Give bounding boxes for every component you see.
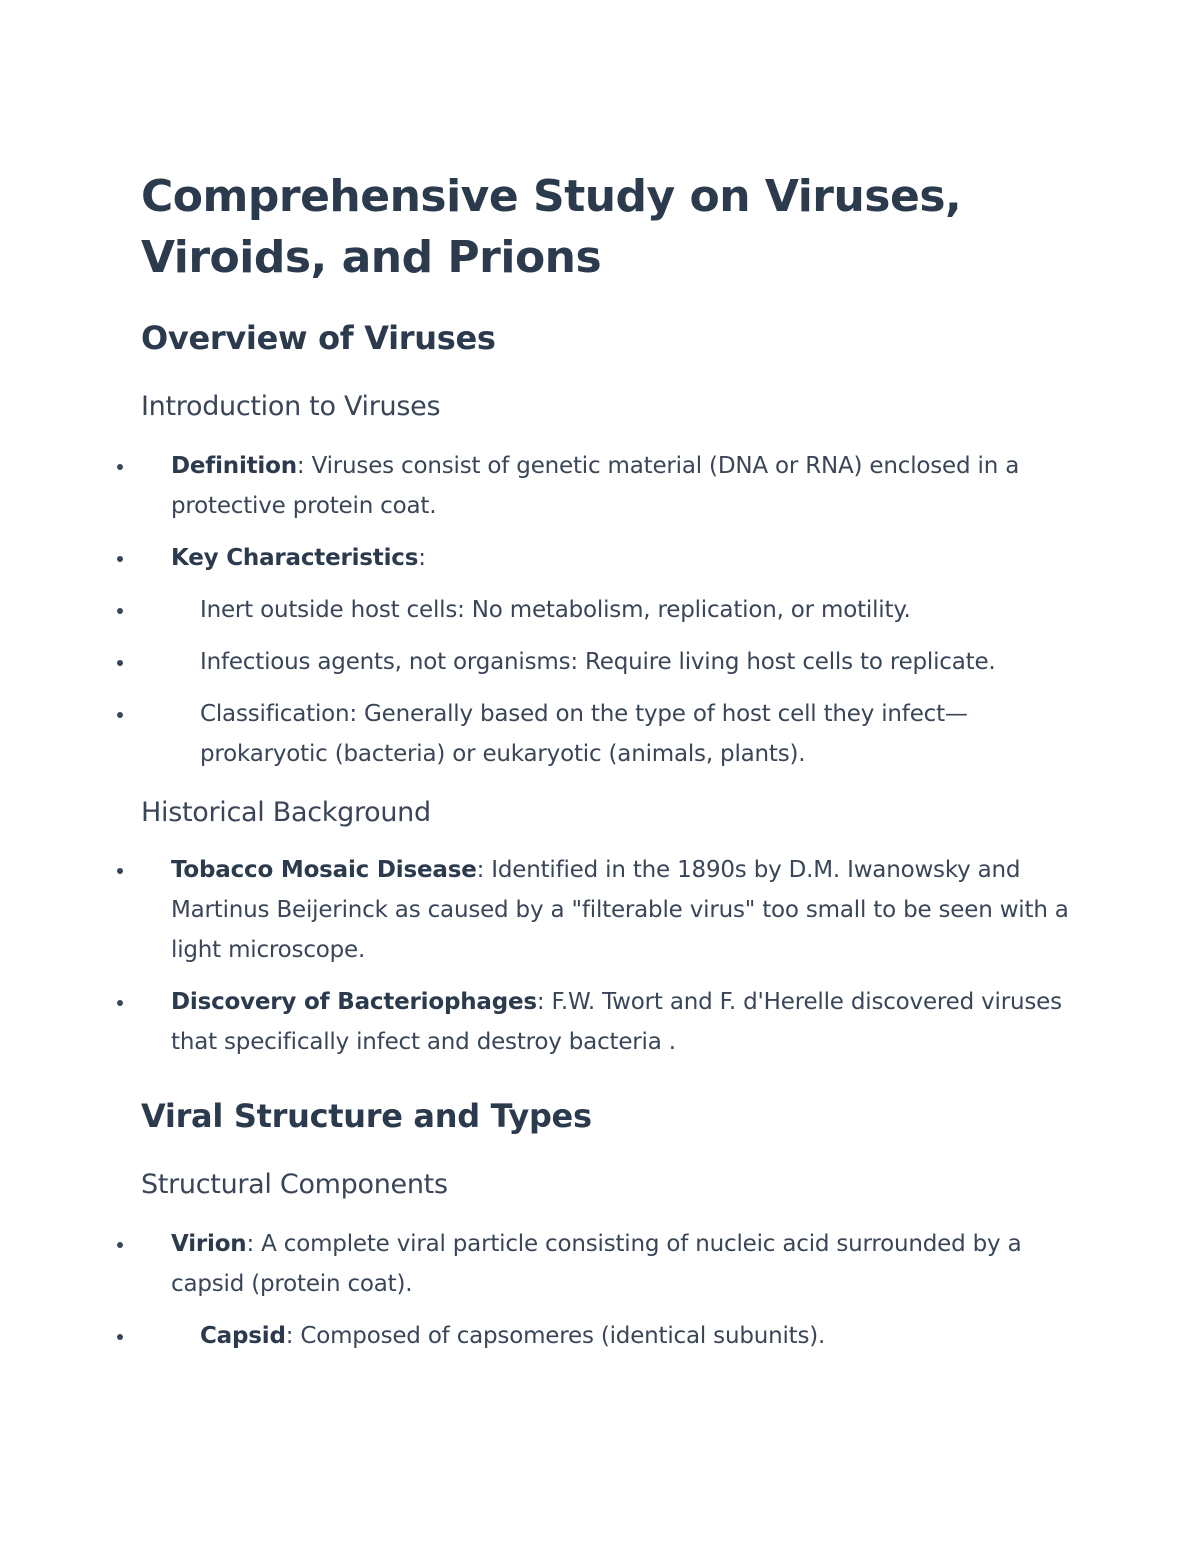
- subheading-historical-background: Historical Background: [141, 797, 431, 828]
- section-heading-overview: Overview of Viruses: [141, 319, 496, 357]
- text-definition: : Viruses consist of genetic material (DNA or RNA) enclosed in a protective protein coat.: [171, 453, 1020, 519]
- bullet-icon: [117, 1242, 123, 1248]
- list-item-inert: [141, 590, 1071, 630]
- text-classification: Classification: Generally based on the type of host cell they infect—prokaryotic (bacteria) or eukaryotic (animals, plants).: [200, 701, 968, 767]
- list-item-key-characteristics: [141, 538, 1071, 578]
- components-list: [141, 1224, 1071, 1356]
- text-capsid: : Composed of capsomeres (identical subunits).: [285, 1323, 826, 1349]
- text-tobacco: : Identified in the 1890s by D.M. Iwanowsky and Martinus Beijerinck as caused by a "filterable virus" too small to be seen with a light microscope.: [171, 857, 1069, 963]
- bullet-icon: [117, 660, 123, 666]
- text-virion: : A complete viral particle consisting of nucleic acid surrounded by a capsid (protein coat).: [171, 1231, 1022, 1297]
- bullet-icon: [117, 1334, 123, 1340]
- text-inert: Inert outside host cells: No metabolism, replication, or motility.: [200, 597, 911, 623]
- term-virion: Virion: [171, 1231, 247, 1257]
- term-tobacco: Tobacco Mosaic Disease: [171, 857, 477, 883]
- term-definition: Definition: [171, 453, 297, 479]
- intro-list: [141, 446, 1071, 774]
- bullet-icon: [117, 556, 123, 562]
- section-heading-structure: Viral Structure and Types: [141, 1097, 592, 1135]
- list-item-infectious: [141, 642, 1071, 682]
- bullet-icon: [117, 608, 123, 614]
- bullet-icon: [117, 1000, 123, 1006]
- term-key-characteristics: Key Characteristics: [171, 545, 419, 571]
- term-bacteriophages: Discovery of Bacteriophages: [171, 989, 537, 1015]
- document-title: Comprehensive Study on Viruses, Viroids, and Prions: [141, 171, 962, 283]
- document-page: [141, 166, 1071, 1356]
- list-item-tobacco: [141, 850, 1071, 970]
- term-capsid: Capsid: [200, 1323, 286, 1349]
- text-infectious: Infectious agents, not organisms: Require living host cells to replicate.: [200, 649, 996, 675]
- list-item-virion: [141, 1224, 1071, 1304]
- list-item-definition: [141, 446, 1071, 526]
- bullet-icon: [117, 464, 123, 470]
- list-item-capsid: [141, 1316, 1071, 1356]
- history-list: [141, 850, 1071, 1062]
- bullet-icon: [117, 868, 123, 874]
- list-item-bacteriophages: [141, 982, 1071, 1062]
- text-bacteriophages: : F.W. Twort and F. d'Herelle discovered viruses that specifically infect and destroy bacteria .: [171, 989, 1062, 1055]
- text-key-characteristics: :: [418, 545, 426, 571]
- list-item-classification: [141, 694, 1071, 774]
- subheading-structural-components: Structural Components: [141, 1169, 448, 1200]
- bullet-icon: [117, 712, 123, 718]
- subheading-introduction: Introduction to Viruses: [141, 391, 441, 422]
